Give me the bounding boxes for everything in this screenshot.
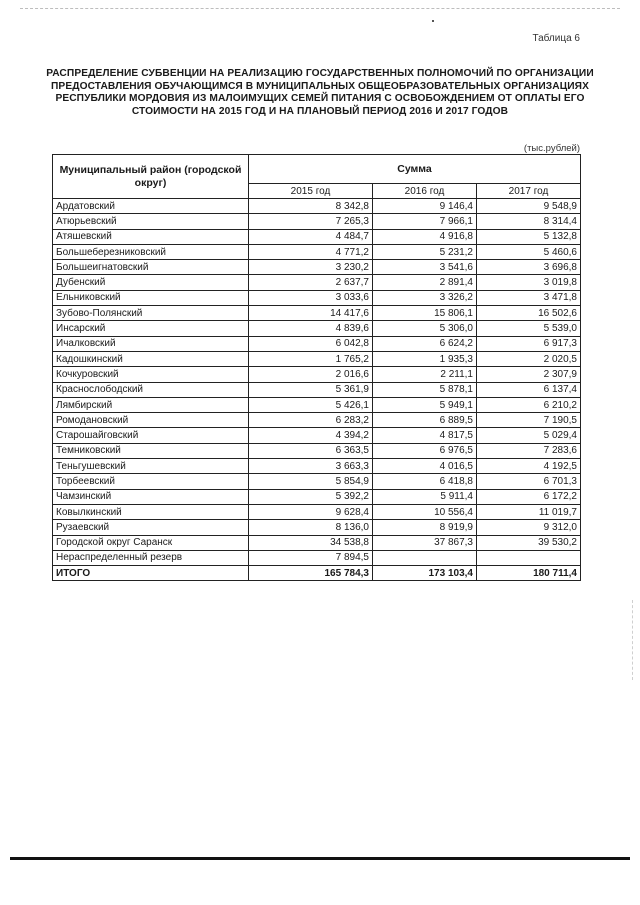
table-row [53,520,581,535]
table-row [53,199,581,214]
district-cell: Большеигнатовский [53,260,249,275]
district-cell: Кочкуровский [53,367,249,382]
table-row [53,275,581,290]
amount-cell: 7 283,6 [477,443,581,458]
scan-speck [432,20,434,22]
amount-cell: 7 894,5 [249,550,373,565]
amount-cell: 5 306,0 [373,321,477,336]
district-cell: Ковылкинский [53,504,249,519]
header-year-2016: 2016 год [373,184,477,199]
amount-cell: 6 363,5 [249,443,373,458]
amount-cell: 1 935,3 [373,351,477,366]
amount-cell: 6 210,2 [477,397,581,412]
unit-label: (тыс.рублей) [523,143,580,154]
amount-cell: 4 817,5 [373,428,477,443]
page-bottom-rule [10,857,630,860]
amount-cell: 5 460,6 [477,244,581,259]
table-row [53,306,581,321]
amount-cell: 3 471,8 [477,290,581,305]
amount-cell: 3 696,8 [477,260,581,275]
amount-cell: 2 637,7 [249,275,373,290]
amount-cell: 173 103,4 [373,566,477,581]
district-cell: Чамзинский [53,489,249,504]
amount-cell: 37 867,3 [373,535,477,550]
amount-cell: 4 771,2 [249,244,373,259]
amount-cell: 10 556,4 [373,504,477,519]
district-cell: Краснослободский [53,382,249,397]
amount-cell: 7 190,5 [477,413,581,428]
table-row [53,214,581,229]
district-cell: Лямбирский [53,397,249,412]
amount-cell: 5 911,4 [373,489,477,504]
amount-cell: 9 312,0 [477,520,581,535]
amount-cell: 15 806,1 [373,306,477,321]
district-cell: Зубово-Полянский [53,306,249,321]
amount-cell: 39 530,2 [477,535,581,550]
scan-edge-right [632,600,634,680]
amount-cell: 7 265,3 [249,214,373,229]
district-cell: Нераспределенный резерв [53,550,249,565]
amount-cell: 4 839,6 [249,321,373,336]
amount-cell: 2 020,5 [477,351,581,366]
amount-cell: 1 765,2 [249,351,373,366]
table-row [53,244,581,259]
amount-cell: 6 418,8 [373,474,477,489]
amount-cell: 34 538,8 [249,535,373,550]
table-row [53,336,581,351]
table-row [53,459,581,474]
table-row [53,550,581,565]
amount-cell: 5 854,9 [249,474,373,489]
amount-cell: 165 784,3 [249,566,373,581]
table-row [53,489,581,504]
amount-cell: 5 426,1 [249,397,373,412]
amount-cell: 8 136,0 [249,520,373,535]
table-row [53,382,581,397]
amount-cell: 5 949,1 [373,397,477,412]
district-cell: Ромодановский [53,413,249,428]
amount-cell: 8 314,4 [477,214,581,229]
amount-cell: 9 146,4 [373,199,477,214]
district-cell: Торбеевский [53,474,249,489]
table-row [53,504,581,519]
district-cell: Кадошкинский [53,351,249,366]
amount-cell: 6 042,8 [249,336,373,351]
amount-cell: 6 283,2 [249,413,373,428]
amount-cell: 3 663,3 [249,459,373,474]
subsidy-table [52,154,581,581]
district-cell: Теньгушевский [53,459,249,474]
amount-cell: 9 548,9 [477,199,581,214]
amount-cell: 5 029,4 [477,428,581,443]
district-cell: Дубенский [53,275,249,290]
amount-cell: 7 966,1 [373,214,477,229]
table-row [53,443,581,458]
district-cell: Старошайговский [53,428,249,443]
header-district: Муниципальный район (городской округ) [53,155,249,199]
district-cell: Атюрьевский [53,214,249,229]
amount-cell: 5 132,8 [477,229,581,244]
amount-cell: 4 484,7 [249,229,373,244]
table-row [53,321,581,336]
table-row [53,474,581,489]
amount-cell: 3 230,2 [249,260,373,275]
table-row [53,290,581,305]
district-cell: Большеберезниковский [53,244,249,259]
amount-cell: 4 192,5 [477,459,581,474]
district-cell: Ичалковский [53,336,249,351]
amount-cell: 2 307,9 [477,367,581,382]
amount-cell: 14 417,6 [249,306,373,321]
table-row [53,535,581,550]
amount-cell: 6 917,3 [477,336,581,351]
district-cell: ИТОГО [53,566,249,581]
total-row [53,566,581,581]
amount-cell: 2 211,1 [373,367,477,382]
header-sum: Сумма [249,155,581,184]
amount-cell: 11 019,7 [477,504,581,519]
table-row [53,367,581,382]
amount-cell: 4 916,8 [373,229,477,244]
amount-cell: 5 392,2 [249,489,373,504]
document-title: РАСПРЕДЕЛЕНИЕ СУБВЕНЦИИ НА РЕАЛИЗАЦИЮ ГОСУДАРСТВЕННЫХ ПОЛНОМОЧИЙ ПО ОРГАНИЗАЦИИ ПРЕДОСТАВЛЕНИЯ ОБУЧАЮЩИМСЯ В МУНИЦИПАЛЬНЫХ ОБЩЕОБРАЗОВАТЕЛЬНЫХ ОРГАНИЗАЦИЯХ РЕСПУБЛИКИ МОРДОВИЯ ИЗ МАЛОИМУЩИХ СЕМЕЙ ПИТАНИЯ С ОСВОБОЖДЕНИЕМ ОТ ОПЛАТЫ ЕГО СТОИМОСТИ НА 2015 ГОД И НА ПЛАНОВЫЙ ПЕРИОД 2016 И 2017 ГОДОВ [46,68,594,117]
amount-cell: 3 541,6 [373,260,477,275]
scan-edge-top [20,8,620,9]
amount-cell: 5 361,9 [249,382,373,397]
amount-cell: 5 878,1 [373,382,477,397]
header-year-2015: 2015 год [249,184,373,199]
amount-cell [373,550,477,565]
amount-cell: 16 502,6 [477,306,581,321]
header-year-2017: 2017 год [477,184,581,199]
district-cell: Инсарский [53,321,249,336]
amount-cell: 3 019,8 [477,275,581,290]
amount-cell: 2 891,4 [373,275,477,290]
amount-cell: 8 919,9 [373,520,477,535]
table-row [53,428,581,443]
table-row [53,397,581,412]
table-number-label: Таблица 6 [532,33,580,44]
district-cell: Атяшевский [53,229,249,244]
table-row [53,229,581,244]
amount-cell: 6 701,3 [477,474,581,489]
amount-cell: 9 628,4 [249,504,373,519]
amount-cell: 2 016,6 [249,367,373,382]
amount-cell: 5 539,0 [477,321,581,336]
amount-cell: 6 137,4 [477,382,581,397]
amount-cell [477,550,581,565]
table-row [53,260,581,275]
amount-cell: 4 394,2 [249,428,373,443]
district-cell: Рузаевский [53,520,249,535]
amount-cell: 4 016,5 [373,459,477,474]
district-cell: Темниковский [53,443,249,458]
amount-cell: 6 172,2 [477,489,581,504]
amount-cell: 6 624,2 [373,336,477,351]
amount-cell: 5 231,2 [373,244,477,259]
table-row [53,413,581,428]
amount-cell: 8 342,8 [249,199,373,214]
district-cell: Ардатовский [53,199,249,214]
table-body [53,199,581,581]
district-cell: Городской округ Саранск [53,535,249,550]
amount-cell: 180 711,4 [477,566,581,581]
table-row [53,351,581,366]
amount-cell: 3 033,6 [249,290,373,305]
amount-cell: 6 976,5 [373,443,477,458]
amount-cell: 6 889,5 [373,413,477,428]
district-cell: Ельниковский [53,290,249,305]
amount-cell: 3 326,2 [373,290,477,305]
